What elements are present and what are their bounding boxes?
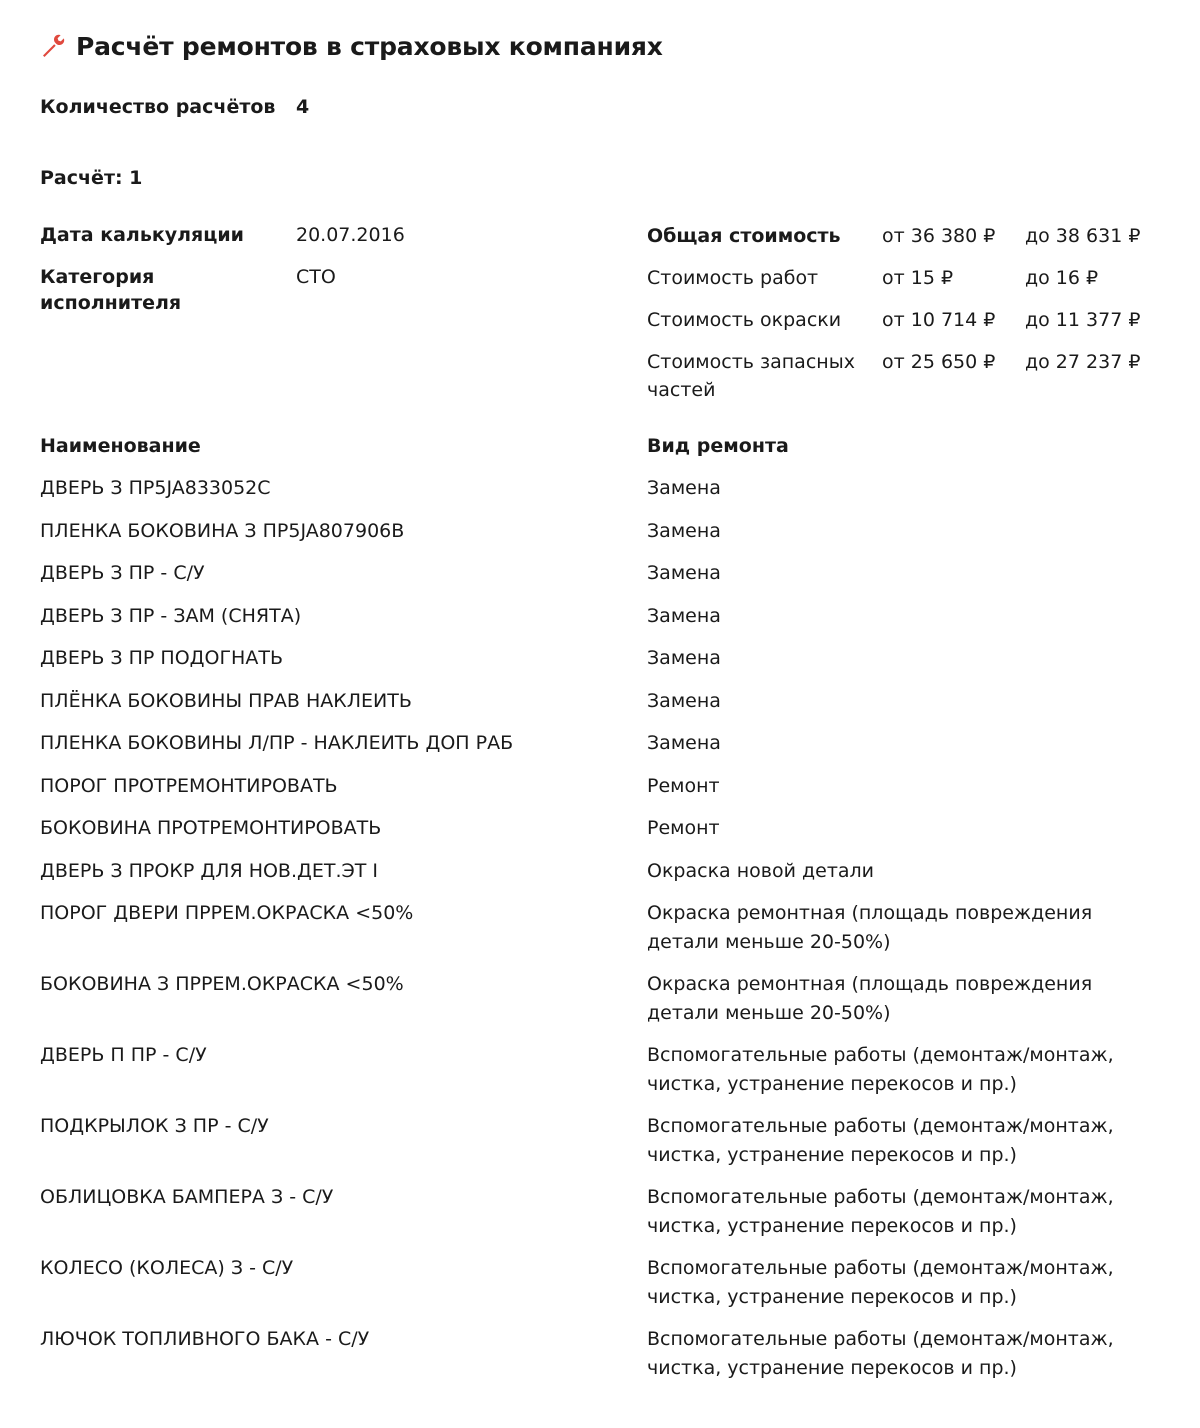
cost-row-total: [647, 222, 1167, 250]
item-repair-type: Ремонт: [647, 817, 720, 839]
calculation-date-label: Дата калькуляции: [40, 224, 244, 246]
table-row: [40, 814, 1170, 843]
item-repair-type: Замена: [647, 477, 721, 499]
item-name: ПЛЕНКА БОКОВИНА З ПР5JA807906B: [40, 519, 405, 542]
table-row: [40, 857, 1170, 886]
calculations-count-label: Количество расчётов: [40, 96, 276, 118]
table-row: [40, 602, 1170, 631]
contractor-category-row: [40, 264, 405, 314]
cost-label: Стоимость запасных частей: [647, 351, 855, 401]
item-name: ДВЕРЬ З ПР ПОДОГНАТЬ: [40, 647, 283, 669]
table-row: [40, 1041, 1170, 1098]
cost-label: Общая стоимость: [647, 225, 841, 247]
item-repair-type: Вспомогательные работы (демонтаж/монтаж, чистка, устранение перекосов и пр.): [647, 1328, 1114, 1379]
calculation-date-row: [40, 222, 405, 264]
wrench-icon: [40, 33, 66, 59]
table-row: [40, 729, 1170, 758]
cost-from: от 25 650 ₽: [882, 351, 996, 373]
item-name: ПОРОГ ПРОТРЕМОНТИРОВАТЬ: [40, 774, 338, 797]
cost-to: до 38 631 ₽: [1025, 225, 1141, 247]
item-name: ОБЛИЦОВКА БАМПЕРА З - С/У: [40, 1186, 334, 1208]
table-row: [40, 1325, 1170, 1382]
contractor-category-label: Категория исполнителя: [40, 266, 182, 314]
cost-summary: [647, 222, 1167, 418]
table-row: [40, 1254, 1170, 1311]
calculation-info: [40, 222, 405, 314]
cost-from: от 15 ₽: [882, 267, 954, 289]
item-name: ДВЕРЬ З ПР5JA833052C: [40, 477, 271, 499]
item-repair-type: Ремонт: [647, 774, 720, 797]
calculation-date-value: 20.07.2016: [296, 224, 405, 246]
page-header: [40, 26, 663, 66]
item-repair-type: Окраска новой детали: [647, 859, 875, 882]
column-header-name: Наименование: [40, 435, 201, 457]
item-name: ПОДКРЫЛОК З ПР - С/У: [40, 1115, 269, 1137]
item-name: ПЛЕНКА БОКОВИНЫ Л/ПР - НАКЛЕИТЬ ДОП РАБ: [40, 732, 514, 754]
calculations-count-value: 4: [296, 96, 310, 118]
table-row: [40, 970, 1170, 1027]
item-repair-type: Замена: [647, 732, 721, 754]
table-row: [40, 772, 1170, 801]
item-repair-type: Вспомогательные работы (демонтаж/монтаж, чистка, устранение перекосов и пр.): [647, 1115, 1114, 1166]
item-repair-type: Вспомогательные работы (демонтаж/монтаж, чистка, устранение перекосов и пр.): [647, 1044, 1114, 1095]
table-row: [40, 1112, 1170, 1169]
item-name: ДВЕРЬ З ПРОКР ДЛЯ НОВ.ДЕТ.ЭТ I: [40, 859, 379, 882]
item-repair-type: Замена: [647, 689, 721, 712]
cost-to: до 27 237 ₽: [1025, 351, 1141, 373]
item-repair-type: Замена: [647, 519, 721, 542]
table-row: [40, 687, 1170, 716]
item-repair-type: Замена: [647, 647, 721, 669]
cost-row-parts: [647, 348, 1167, 404]
contractor-category-value: СТО: [296, 266, 336, 288]
cost-to: до 16 ₽: [1025, 267, 1099, 289]
repair-items-table: [40, 432, 1170, 1396]
cost-from: от 10 714 ₽: [882, 309, 996, 331]
item-name: ПЛЁНКА БОКОВИНЫ ПРАВ НАКЛЕИТЬ: [40, 689, 412, 712]
cost-from: от 36 380 ₽: [882, 225, 996, 247]
item-name: ДВЕРЬ З ПР - ЗАМ (СНЯТА): [40, 604, 302, 627]
cost-row-labor: [647, 264, 1167, 292]
calculation-title: Расчёт: 1: [40, 167, 143, 189]
table-header: [40, 432, 1170, 460]
cost-to: до 11 377 ₽: [1025, 309, 1141, 331]
page-title: Расчёт ремонтов в страховых компаниях: [76, 31, 663, 61]
item-name: ДВЕРЬ П ПР - С/У: [40, 1044, 207, 1066]
cost-label: Стоимость окраски: [647, 309, 842, 331]
table-row: [40, 899, 1170, 956]
item-repair-type: Окраска ремонтная (площадь повреждения детали меньше 20-50%): [647, 902, 1093, 953]
table-row: [40, 559, 1170, 588]
item-name: ЛЮЧОК ТОПЛИВНОГО БАКА - С/У: [40, 1328, 370, 1350]
table-row: [40, 474, 1170, 503]
item-name: БОКОВИНА ПРОТРЕМОНТИРОВАТЬ: [40, 817, 382, 839]
item-repair-type: Вспомогательные работы (демонтаж/монтаж, чистка, устранение перекосов и пр.): [647, 1257, 1114, 1308]
table-row: [40, 1183, 1170, 1240]
item-repair-type: Замена: [647, 562, 721, 584]
table-row: [40, 517, 1170, 546]
item-name: ПОРОГ ДВЕРИ ПРРЕМ.ОКРАСКА <50%: [40, 902, 414, 924]
item-name: БОКОВИНА З ПРРЕМ.ОКРАСКА <50%: [40, 973, 404, 995]
cost-label: Стоимость работ: [647, 267, 819, 289]
item-repair-type: Окраска ремонтная (площадь повреждения детали меньше 20-50%): [647, 973, 1093, 1024]
item-name: ДВЕРЬ З ПР - С/У: [40, 562, 205, 584]
item-repair-type: Замена: [647, 604, 721, 627]
item-repair-type: Вспомогательные работы (демонтаж/монтаж, чистка, устранение перекосов и пр.): [647, 1186, 1114, 1237]
column-header-repair-type: Вид ремонта: [647, 435, 789, 457]
cost-row-paint: [647, 306, 1167, 334]
item-name: КОЛЕСО (КОЛЕСА) З - С/У: [40, 1257, 294, 1279]
table-row: [40, 644, 1170, 673]
